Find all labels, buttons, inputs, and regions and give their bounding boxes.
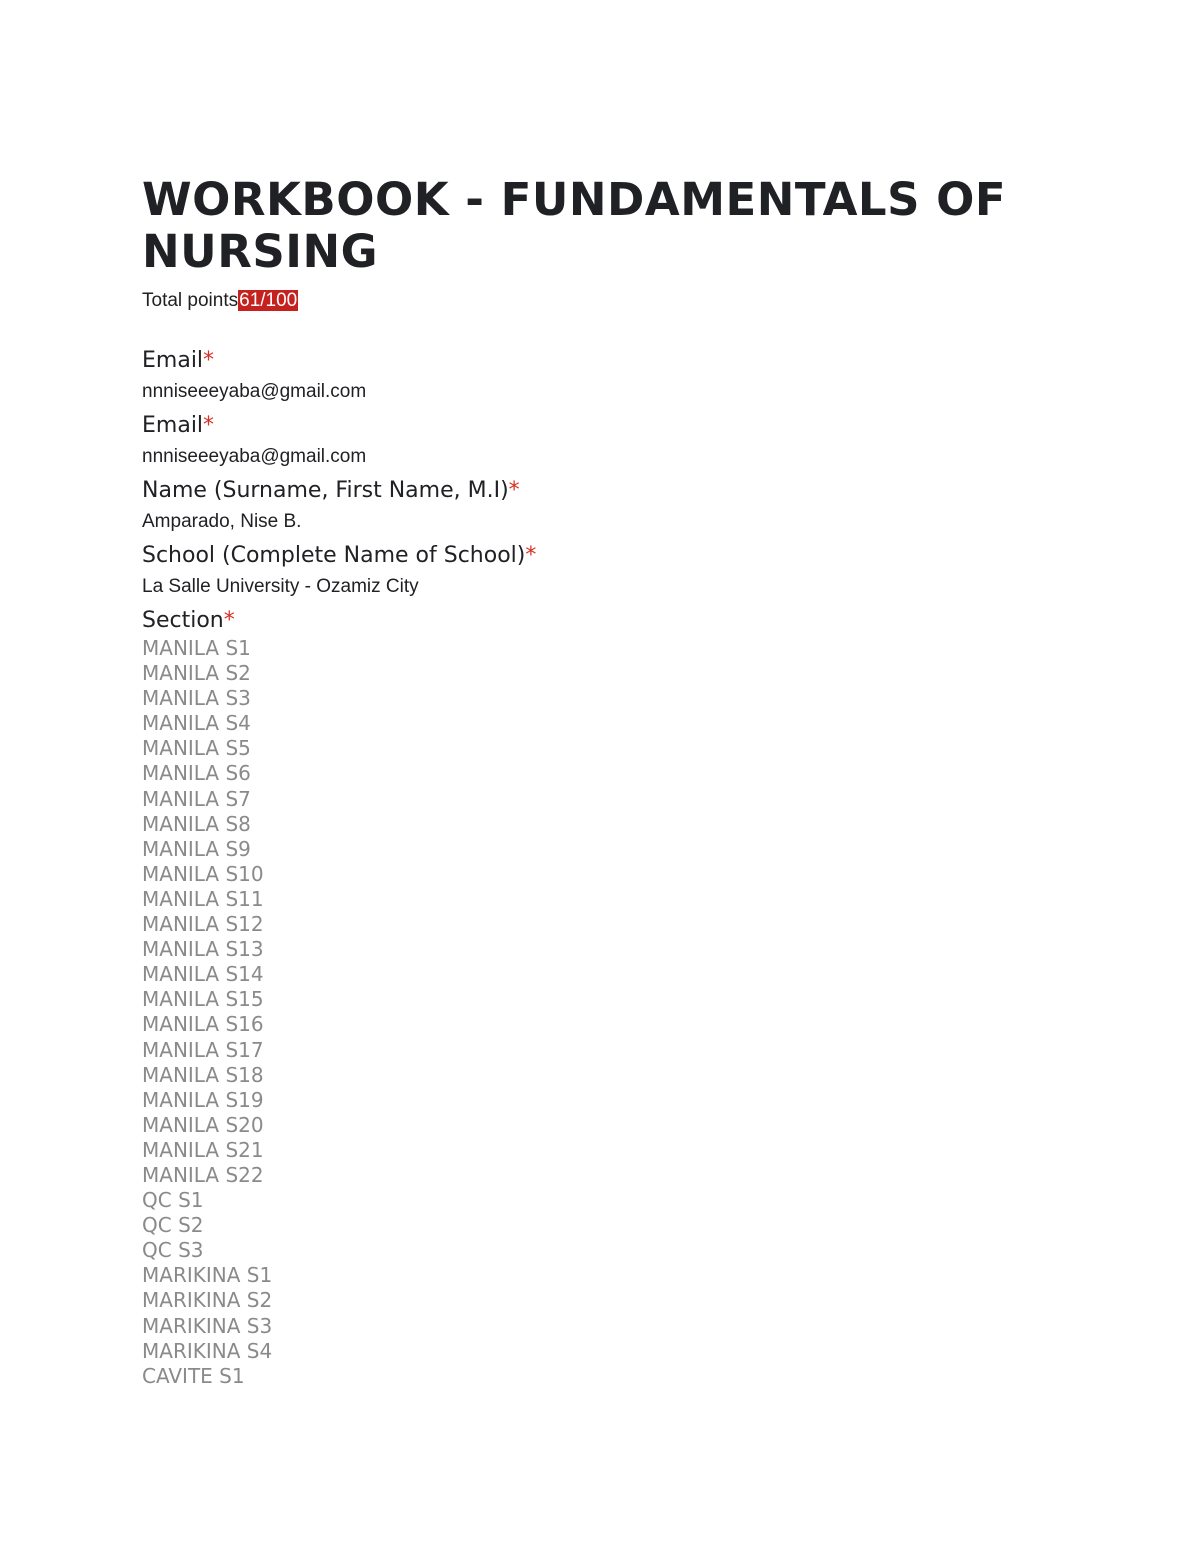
section-option: MANILA S6 xyxy=(142,761,251,786)
email-field-repeat xyxy=(142,411,1102,472)
section-option: MANILA S9 xyxy=(142,836,251,861)
total-points xyxy=(142,288,1102,314)
section-option: MANILA S21 xyxy=(142,1137,264,1162)
section-option: MANILA S2 xyxy=(142,661,251,686)
section-option: MANILA S15 xyxy=(142,987,264,1012)
section-option: MARIKINA S1 xyxy=(142,1263,273,1288)
section-option: CAVITE S1 xyxy=(142,1363,245,1388)
section-option: MANILA S8 xyxy=(142,811,251,836)
section-option: MANILA S13 xyxy=(142,937,264,962)
section-option: MANILA S16 xyxy=(142,1012,264,1037)
section-option: QC S2 xyxy=(142,1213,204,1238)
section-option: MANILA S22 xyxy=(142,1162,264,1187)
document-page xyxy=(142,174,1102,1393)
field-label xyxy=(142,346,1102,376)
field-label-text: Email xyxy=(142,348,204,373)
field-value: Amparado, Nise B. xyxy=(142,511,302,532)
field-label xyxy=(142,606,1102,636)
required-mark: * xyxy=(203,413,215,438)
required-mark: * xyxy=(525,543,537,568)
response-fields xyxy=(142,346,1102,1389)
section-option: MANILA S11 xyxy=(142,886,264,911)
section-option: MARIKINA S4 xyxy=(142,1338,273,1363)
section-option: MARIKINA S2 xyxy=(142,1288,273,1313)
section-option: MANILA S5 xyxy=(142,736,251,761)
required-mark: * xyxy=(223,608,235,633)
field-value: nnniseeeyaba@gmail.com xyxy=(142,446,367,467)
name-field xyxy=(142,476,1102,537)
field-label-text: Name (Surname, First Name, M.I) xyxy=(142,478,509,503)
section-option: MANILA S12 xyxy=(142,912,264,937)
field-label xyxy=(142,411,1102,441)
field-label-text: School (Complete Name of School) xyxy=(142,543,526,568)
field-label-text: Email xyxy=(142,413,204,438)
field-label xyxy=(142,476,1102,506)
section-option: MANILA S7 xyxy=(142,786,251,811)
section-option: MANILA S18 xyxy=(142,1062,264,1087)
email-field xyxy=(142,346,1102,407)
total-points-score: 61/100 xyxy=(239,290,298,311)
section-option: MANILA S3 xyxy=(142,686,251,711)
school-field xyxy=(142,541,1102,602)
section-option: MANILA S14 xyxy=(142,962,264,987)
section-option: MANILA S19 xyxy=(142,1087,264,1112)
field-value: nnniseeeyaba@gmail.com xyxy=(142,381,367,402)
section-option: MANILA S1 xyxy=(142,636,251,660)
section-option: QC S1 xyxy=(142,1188,204,1213)
required-mark: * xyxy=(203,348,215,373)
required-mark: * xyxy=(508,478,520,503)
section-option: MANILA S10 xyxy=(142,861,264,886)
field-value: La Salle University - Ozamiz City xyxy=(142,576,419,597)
total-points-label: Total points xyxy=(142,290,239,311)
page-title: WORKBOOK - FUNDAMENTALS OF NURSING xyxy=(142,173,1007,278)
section-option: MANILA S20 xyxy=(142,1112,264,1137)
field-label xyxy=(142,541,1102,571)
section-options-list xyxy=(142,636,1102,1389)
section-option: MANILA S4 xyxy=(142,711,251,736)
field-label-text: Section xyxy=(142,608,224,633)
section-option: QC S3 xyxy=(142,1238,204,1263)
section-field xyxy=(142,606,1102,1389)
section-option: MANILA S17 xyxy=(142,1037,264,1062)
section-option: MARIKINA S3 xyxy=(142,1313,273,1338)
